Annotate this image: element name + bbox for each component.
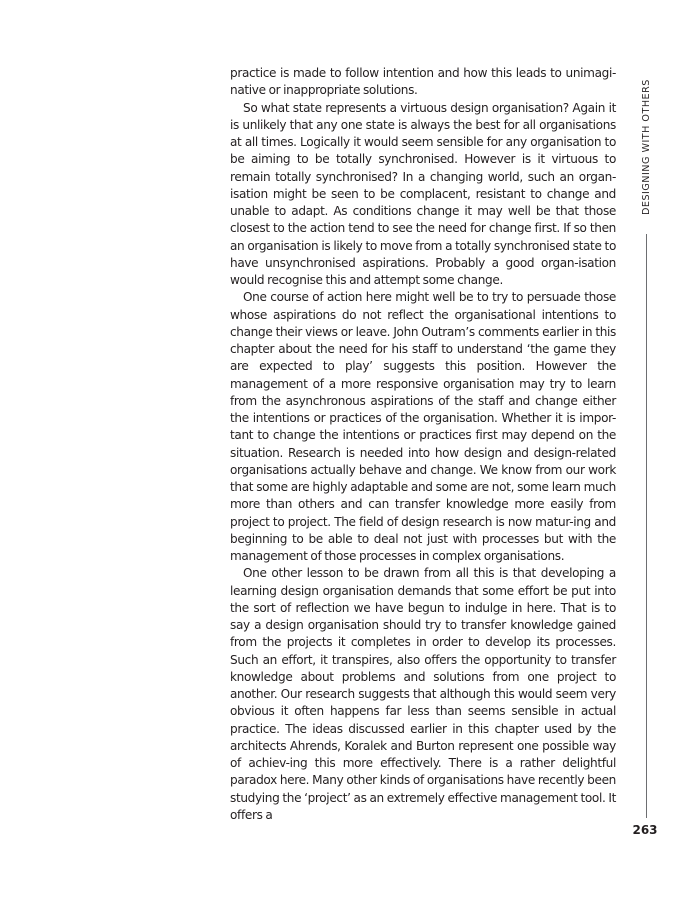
running-head (640, 66, 654, 216)
vertical-rule (646, 234, 647, 818)
paragraph-course-of-action: One course of action here might well be to try to persuade those whose aspirations do not reflect the organisational intentions to change their views or leave. John Outram’s comments earlier in this chapter about the need for his staff to understand ‘the game they are expected to play’ suggests this position. However the management of a more responsive organisation may try to learn from the asynchronous aspirations of the staff and change either the intentions or practices of the organisation. Whether it is impor-tant to change the intentions or practices first may depend on the situation. Research is needed into how design and design-related organisations actually behave and change. We know from our work that some are highly adaptable and some are not, some learn much more than others and can transfer knowledge more easily from project to project. The field of design research is now matur-ing and beginning to be able to deal not just with processes but with the management of those processes in complex organisations. (230, 290, 616, 563)
paragraph-other-lesson: One other lesson to be drawn from all this is that developing a learning design organisation demands that some effort be put into the sort of reflection we have begun to indulge in here. That is to say a design organisation should try to transfer knowledge gained from the projects it completes in order to develop its processes. Such an effort, it transpires, also offers the opportunity to transfer knowledge about problems and solutions from one project to another. Our research suggests that although this would seem very obvious it often happens far less than seems sensible in actual practice. The ideas discussed earlier in this chapter used by the architects Ahrends, Koralek and Burton represent one possible way of achiev-ing this more effectively. There is a rather delightful paradox here. Many other kinds of organisations have recently been studying the ‘project’ as an extremely effective management tool. It offers a (230, 566, 616, 822)
body-text (230, 65, 616, 824)
page-number: 263 (632, 823, 658, 837)
running-head-text: DESIGNING WITH OTHERS (641, 79, 652, 215)
paragraph-virtuous-organisation: So what state represents a virtuous design organisation? Again it is unlikely that any one state is always the best for all organisations at all times. Logically it would seem sensible for any organisation to be aiming to be totally synchronised. However is it virtuous to remain totally synchronised? In a changing world, such an organ-isation might be seen to be complacent, resistant to change and unable to adapt. As conditions change it may well be that those closest to the action tend to see the need for change first. If so then an organisation is likely to move from a totally synchronised state to have unsynchronised aspirations. Probably a good organ-isation would recognise this and attempt some change. (230, 100, 616, 287)
paragraph-continuation: practice is made to follow intention and how this leads to unimagi-native or inappropriate solutions. (230, 66, 616, 98)
